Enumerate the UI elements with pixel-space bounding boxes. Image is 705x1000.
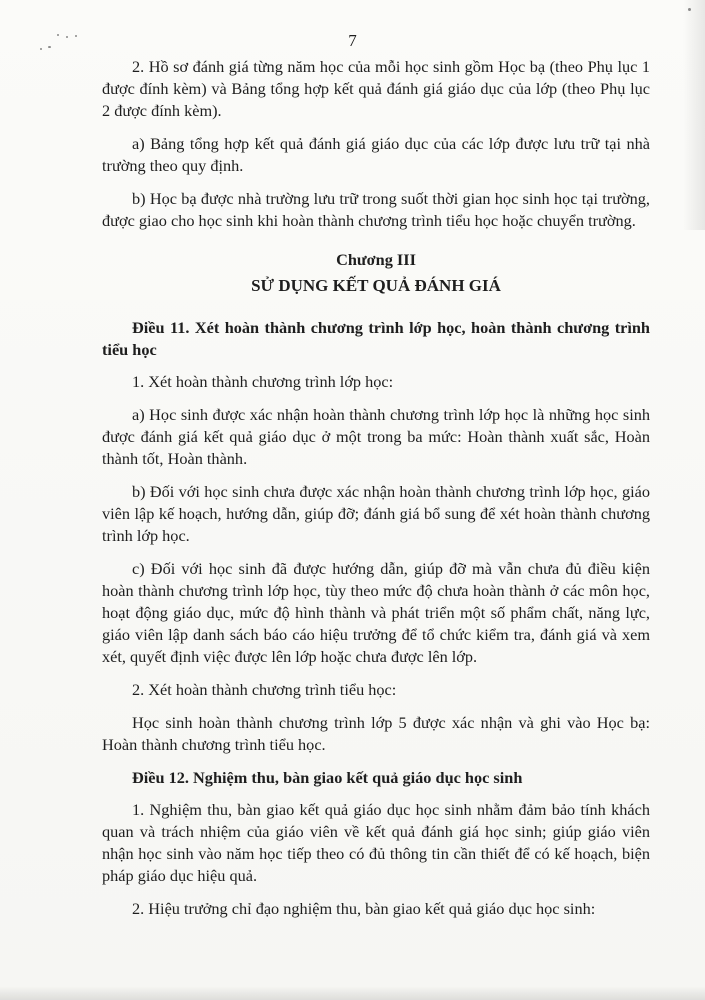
paragraph-record-files: 2. Hồ sơ đánh giá từng năm học của mỗi học sinh gồm Học bạ (theo Phụ lục 1 được đính kèm) và Bảng tổng hợp kết quả đánh giá giáo dục của lớp (theo Phụ lục 2 được đính kèm). — [102, 57, 650, 120]
article-11-heading: Điều 11. Xét hoàn thành chương trình lớp học, hoàn thành chương trình tiểu học — [102, 318, 650, 359]
scan-speck — [688, 8, 691, 11]
article-11-item-b: b) Đối với học sinh chưa được xác nhận hoàn thành chương trình lớp học, giáo viên lập kế hoạch, hướng dẫn, giúp đỡ; đánh giá bổ sung để xét hoàn thành chương trình lớp học. — [102, 482, 650, 545]
article-12-heading: Điều 12. Nghiệm thu, bàn giao kết quả giáo dục học sinh — [132, 768, 523, 787]
article-11-item-2-text: Học sinh hoàn thành chương trình lớp 5 được xác nhận và ghi vào Học bạ: Hoàn thành chương trình tiểu học. — [102, 713, 650, 754]
paragraph-summary-table: a) Bảng tổng hợp kết quả đánh giá giáo dục của các lớp được lưu trữ tại nhà trường theo quy định. — [102, 134, 650, 175]
article-11-item-a: a) Học sinh được xác nhận hoàn thành chương trình lớp học là những học sinh được đánh giá kết quả giáo dục ở một trong ba mức: Hoàn thành xuất sắc, Hoàn thành tốt, Hoàn thành. — [102, 405, 650, 468]
document-body — [102, 56, 650, 931]
chapter-title: SỬ DỤNG KẾT QUẢ ĐÁNH GIÁ — [251, 276, 501, 295]
chapter-label: Chương III — [336, 250, 416, 269]
page-number: 7 — [348, 31, 357, 50]
article-11-item-c: c) Đối với học sinh đã được hướng dẫn, giúp đỡ mà vẫn chưa đủ điều kiện hoàn thành chương trình lớp học, tùy theo mức độ chưa hoàn thành ở các môn học, hoạt động giáo dục, mức độ hình thành và phát triển một số phẩm chất, năng lực, giáo viên lập danh sách báo cáo hiệu trưởng để tổ chức kiểm tra, đánh giá và xem xét, quyết định việc được lên lớp hoặc chưa được lên lớp. — [102, 559, 650, 666]
article-12-item-2: 2. Hiệu trưởng chỉ đạo nghiệm thu, bàn giao kết quả giáo dục học sinh: — [132, 899, 596, 918]
page-bottom-shadow — [0, 986, 705, 1000]
paragraph-school-record: b) Học bạ được nhà trường lưu trữ trong suốt thời gian học sinh học tại trường, được giao cho học sinh khi hoàn thành chương trình tiểu học hoặc chuyển trường. — [102, 189, 650, 230]
article-11-item-1: 1. Xét hoàn thành chương trình lớp học: — [132, 372, 394, 391]
article-12-item-1: 1. Nghiệm thu, bàn giao kết quả giáo dục học sinh nhằm đảm bảo tính khách quan và trách nhiệm của giáo viên về kết quả đánh giá học sinh; giúp giáo viên nhận học sinh vào năm học tiếp theo có đủ thông tin cần thiết để có kế hoạch, biện pháp giáo dục hiệu quả. — [102, 800, 650, 885]
article-11-item-2: 2. Xét hoàn thành chương trình tiểu học: — [132, 680, 397, 699]
